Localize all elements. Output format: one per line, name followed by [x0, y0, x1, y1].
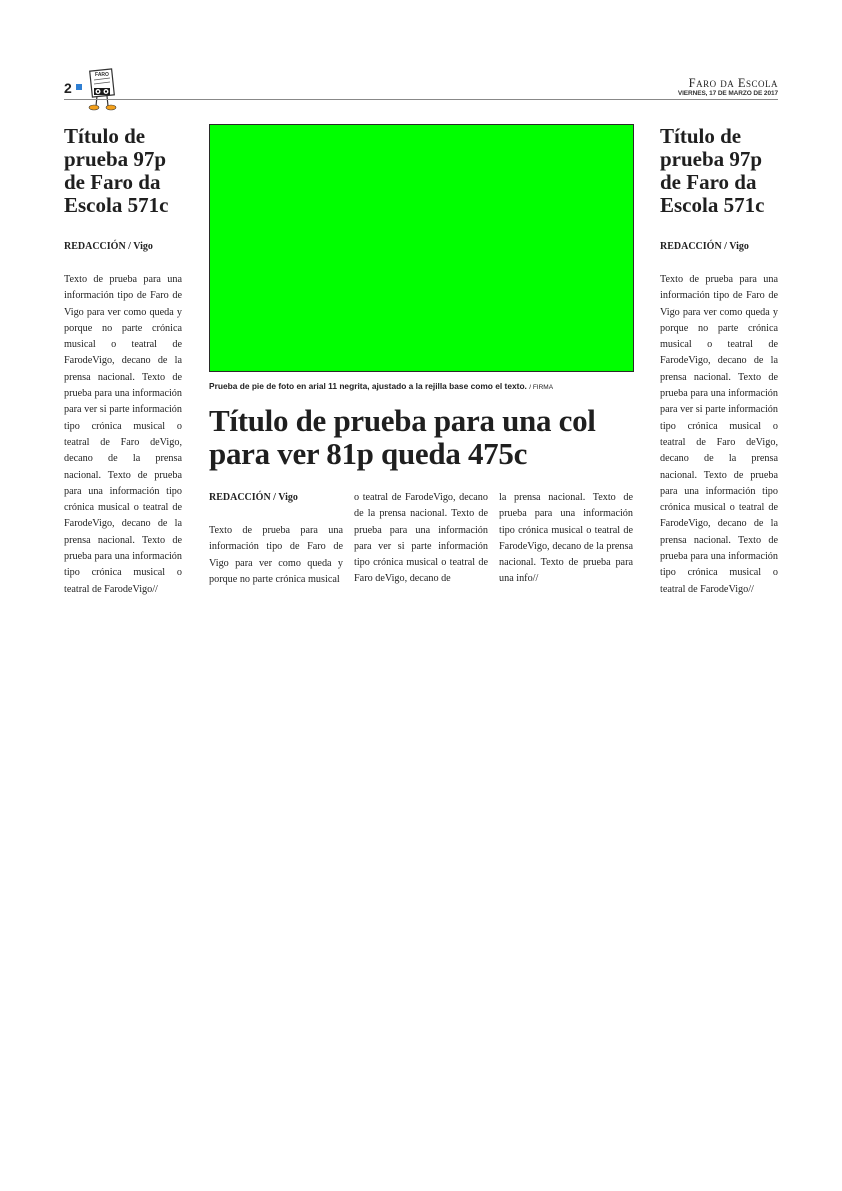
- page-number-bullet: [76, 84, 82, 90]
- right-article-byline: REDACCIÓN / Vigo: [660, 241, 749, 252]
- left-article-byline: REDACCIÓN / Vigo: [64, 241, 153, 252]
- header-rule: [64, 99, 778, 100]
- photo-caption: [209, 381, 633, 391]
- photo-caption-text: Prueba de pie de foto en arial 11 negrita, ajustado a la rejilla base como el texto.: [209, 381, 527, 391]
- right-article-body: Texto de prueba para una información tipo de Faro de Vigo para ver como queda y porque no parte crónica musical o teatral de FarodeVigo, decano de la prensa nacional. Texto de prueba para una información para ver si parte información tipo crónica musical o teatral de Faro deVigo, decano de la prensa nacional. Texto de prueba para una información tipo crónica musical o teatral de FarodeVigo, decano de la prensa nacional. Texto de prueba para una información tipo crónica musical o teatral de FarodeVigo//: [660, 274, 778, 595]
- mascot-logo-icon: [84, 66, 120, 112]
- main-article-col2: o teatral de FarodeVigo, decano de la prensa nacional. Texto de prueba para una información para ver si parte información tipo crónica musical o teatral de Faro deVigo, decano de: [354, 492, 488, 585]
- svg-text:FARO: FARO: [95, 72, 109, 78]
- photo-placeholder: [209, 124, 634, 372]
- main-article-col1: Texto de prueba para una información tipo de Faro de Vigo para ver como queda y porque no parte crónica musical: [209, 525, 343, 585]
- page-number: 2: [64, 80, 72, 96]
- masthead: Faro da Escola: [688, 76, 778, 90]
- main-article-byline: REDACCIÓN / Vigo: [209, 492, 298, 503]
- photo-credit: / FIRMA: [529, 384, 554, 391]
- left-article-title: Título de prueba 97p de Faro da Escola 571c: [64, 124, 169, 217]
- main-article-col3: la prensa nacional. Texto de prueba para una información tipo crónica musical o teatral de FarodeVigo, decano de la prensa nacional. Texto de prueba para una info//: [499, 492, 633, 585]
- main-article-title: Título de prueba para una col para ver 81p queda 475c: [209, 403, 596, 471]
- right-article-title: Título de prueba 97p de Faro da Escola 571c: [660, 124, 765, 217]
- left-article-body: Texto de prueba para una información tipo de Faro de Vigo para ver como queda y porque no parte crónica musical o teatral de FarodeVigo, decano de la prensa nacional. Texto de prueba para una información para ver si parte información tipo crónica musical o teatral de Faro deVigo, decano de la prensa nacional. Texto de prueba para una información tipo crónica musical o teatral de FarodeVigo, decano de la prensa nacional. Texto de prueba para una información tipo crónica musical o teatral de FarodeVigo//: [64, 274, 182, 595]
- edition-date: VIERNES, 17 DE MARZO DE 2017: [677, 90, 778, 97]
